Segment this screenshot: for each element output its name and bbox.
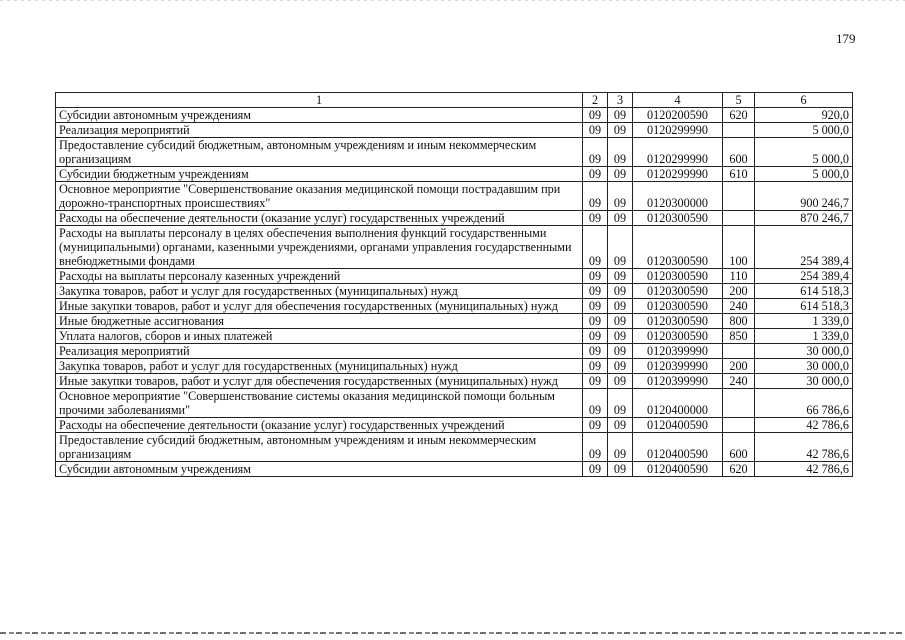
cell-name: Расходы на выплаты персоналу в целях обеспечения выполнения функций государственными (муниципальными) органами, казенными учреждениями, органами управления государственными внебюджетными фондами [56, 226, 583, 269]
cell-target-article: 0120299990 [633, 138, 723, 167]
cell-expense-type: 200 [723, 284, 755, 299]
cell-subsection: 09 [608, 167, 633, 182]
cell-name: Иные закупки товаров, работ и услуг для обеспечения государственных (муниципальных) нужд [56, 299, 583, 314]
cell-expense-type: 100 [723, 226, 755, 269]
cell-section: 09 [583, 359, 608, 374]
cell-target-article: 0120399990 [633, 374, 723, 389]
table-row [56, 211, 853, 226]
cell-subsection: 09 [608, 462, 633, 477]
cell-section: 09 [583, 314, 608, 329]
cell-subsection: 09 [608, 299, 633, 314]
cell-target-article: 0120300000 [633, 182, 723, 211]
table-row [56, 182, 853, 211]
cell-subsection: 09 [608, 269, 633, 284]
cell-expense-type: 240 [723, 299, 755, 314]
cell-section: 09 [583, 284, 608, 299]
cell-target-article: 0120399990 [633, 359, 723, 374]
table-row [56, 284, 853, 299]
cell-name: Основное мероприятие "Совершенствование оказания медицинской помощи пострадавшим при дорожно-транспортных происшествиях" [56, 182, 583, 211]
table-row [56, 359, 853, 374]
cell-name: Закупка товаров, работ и услуг для государственных (муниципальных) нужд [56, 284, 583, 299]
cell-target-article: 0120299990 [633, 123, 723, 138]
cell-expense-type: 800 [723, 314, 755, 329]
page-number: 179 [836, 31, 856, 46]
cell-expense-type: 850 [723, 329, 755, 344]
cell-section: 09 [583, 418, 608, 433]
cell-expense-type [723, 123, 755, 138]
scan-edge-top [0, 0, 905, 1]
cell-name: Расходы на выплаты персоналу казенных учреждений [56, 269, 583, 284]
cell-name: Иные бюджетные ассигнования [56, 314, 583, 329]
cell-target-article: 0120300590 [633, 269, 723, 284]
table-row [56, 269, 853, 284]
cell-name: Реализация мероприятий [56, 123, 583, 138]
cell-target-article: 0120300590 [633, 314, 723, 329]
cell-expense-type [723, 211, 755, 226]
cell-name: Субсидии автономным учреждениям [56, 108, 583, 123]
cell-expense-type: 200 [723, 359, 755, 374]
cell-target-article: 0120300590 [633, 284, 723, 299]
cell-name: Закупка товаров, работ и услуг для государственных (муниципальных) нужд [56, 359, 583, 374]
table-row [56, 344, 853, 359]
table-body [56, 108, 853, 477]
cell-name: Основное мероприятие "Совершенствование системы оказания медицинской помощи больным прочими заболеваниями" [56, 389, 583, 418]
budget-table [55, 92, 853, 477]
table-row [56, 418, 853, 433]
cell-amount: 30 000,0 [755, 374, 853, 389]
cell-target-article: 0120400000 [633, 389, 723, 418]
cell-subsection: 09 [608, 123, 633, 138]
cell-amount: 5 000,0 [755, 138, 853, 167]
cell-section: 09 [583, 167, 608, 182]
cell-expense-type: 610 [723, 167, 755, 182]
cell-expense-type: 110 [723, 269, 755, 284]
cell-name: Субсидии автономным учреждениям [56, 462, 583, 477]
cell-amount: 1 339,0 [755, 314, 853, 329]
cell-section: 09 [583, 138, 608, 167]
cell-amount: 30 000,0 [755, 359, 853, 374]
cell-expense-type: 240 [723, 374, 755, 389]
table-row [56, 329, 853, 344]
cell-name: Уплата налогов, сборов и иных платежей [56, 329, 583, 344]
budget-table-container [55, 92, 852, 477]
cell-subsection: 09 [608, 374, 633, 389]
cell-subsection: 09 [608, 344, 633, 359]
cell-target-article: 0120200590 [633, 108, 723, 123]
cell-expense-type: 620 [723, 108, 755, 123]
cell-amount: 870 246,7 [755, 211, 853, 226]
cell-target-article: 0120400590 [633, 433, 723, 462]
cell-section: 09 [583, 123, 608, 138]
cell-section: 09 [583, 433, 608, 462]
cell-name: Реализация мероприятий [56, 344, 583, 359]
cell-section: 09 [583, 269, 608, 284]
cell-target-article: 0120300590 [633, 329, 723, 344]
cell-expense-type [723, 389, 755, 418]
cell-expense-type: 620 [723, 462, 755, 477]
table-row [56, 314, 853, 329]
cell-subsection: 09 [608, 138, 633, 167]
cell-amount: 900 246,7 [755, 182, 853, 211]
table-row [56, 123, 853, 138]
cell-name: Иные закупки товаров, работ и услуг для обеспечения государственных (муниципальных) нужд [56, 374, 583, 389]
cell-name: Субсидии бюджетным учреждениям [56, 167, 583, 182]
cell-subsection: 09 [608, 329, 633, 344]
table-row [56, 433, 853, 462]
header-col-1: 1 [56, 93, 583, 108]
table-row [56, 108, 853, 123]
cell-target-article: 0120400590 [633, 462, 723, 477]
scan-edge-bottom [0, 632, 905, 634]
cell-name: Расходы на обеспечение деятельности (оказание услуг) государственных учреждений [56, 211, 583, 226]
cell-section: 09 [583, 226, 608, 269]
table-row [56, 374, 853, 389]
header-col-5: 5 [723, 93, 755, 108]
cell-amount: 920,0 [755, 108, 853, 123]
cell-section: 09 [583, 329, 608, 344]
cell-expense-type: 600 [723, 433, 755, 462]
cell-amount: 5 000,0 [755, 167, 853, 182]
cell-amount: 254 389,4 [755, 226, 853, 269]
cell-section: 09 [583, 389, 608, 418]
cell-subsection: 09 [608, 108, 633, 123]
cell-target-article: 0120299990 [633, 167, 723, 182]
cell-expense-type [723, 418, 755, 433]
cell-amount: 42 786,6 [755, 433, 853, 462]
cell-subsection: 09 [608, 359, 633, 374]
header-col-2: 2 [583, 93, 608, 108]
header-row [56, 93, 853, 108]
cell-target-article: 0120400590 [633, 418, 723, 433]
cell-expense-type [723, 182, 755, 211]
cell-name: Предоставление субсидий бюджетным, автономным учреждениям и иным некоммерческим организациям [56, 433, 583, 462]
cell-subsection: 09 [608, 314, 633, 329]
table-row [56, 226, 853, 269]
cell-target-article: 0120300590 [633, 299, 723, 314]
cell-amount: 1 339,0 [755, 329, 853, 344]
cell-name: Расходы на обеспечение деятельности (оказание услуг) государственных учреждений [56, 418, 583, 433]
table-row [56, 138, 853, 167]
cell-target-article: 0120300590 [633, 226, 723, 269]
table-row [56, 389, 853, 418]
cell-subsection: 09 [608, 433, 633, 462]
cell-section: 09 [583, 374, 608, 389]
cell-section: 09 [583, 344, 608, 359]
cell-amount: 5 000,0 [755, 123, 853, 138]
cell-target-article: 0120399990 [633, 344, 723, 359]
cell-section: 09 [583, 462, 608, 477]
cell-amount: 42 786,6 [755, 418, 853, 433]
cell-amount: 42 786,6 [755, 462, 853, 477]
cell-section: 09 [583, 108, 608, 123]
cell-expense-type [723, 344, 755, 359]
cell-target-article: 0120300590 [633, 211, 723, 226]
cell-subsection: 09 [608, 284, 633, 299]
cell-amount: 614 518,3 [755, 284, 853, 299]
header-col-3: 3 [608, 93, 633, 108]
cell-amount: 614 518,3 [755, 299, 853, 314]
cell-subsection: 09 [608, 182, 633, 211]
table-row [56, 167, 853, 182]
cell-section: 09 [583, 182, 608, 211]
cell-section: 09 [583, 211, 608, 226]
table-row [56, 299, 853, 314]
cell-subsection: 09 [608, 211, 633, 226]
cell-amount: 30 000,0 [755, 344, 853, 359]
cell-amount: 254 389,4 [755, 269, 853, 284]
cell-subsection: 09 [608, 418, 633, 433]
cell-subsection: 09 [608, 389, 633, 418]
cell-name: Предоставление субсидий бюджетным, автономным учреждениям и иным некоммерческим организациям [56, 138, 583, 167]
cell-subsection: 09 [608, 226, 633, 269]
cell-amount: 66 786,6 [755, 389, 853, 418]
cell-expense-type: 600 [723, 138, 755, 167]
table-row [56, 462, 853, 477]
cell-section: 09 [583, 299, 608, 314]
header-col-6: 6 [755, 93, 853, 108]
header-col-4: 4 [633, 93, 723, 108]
